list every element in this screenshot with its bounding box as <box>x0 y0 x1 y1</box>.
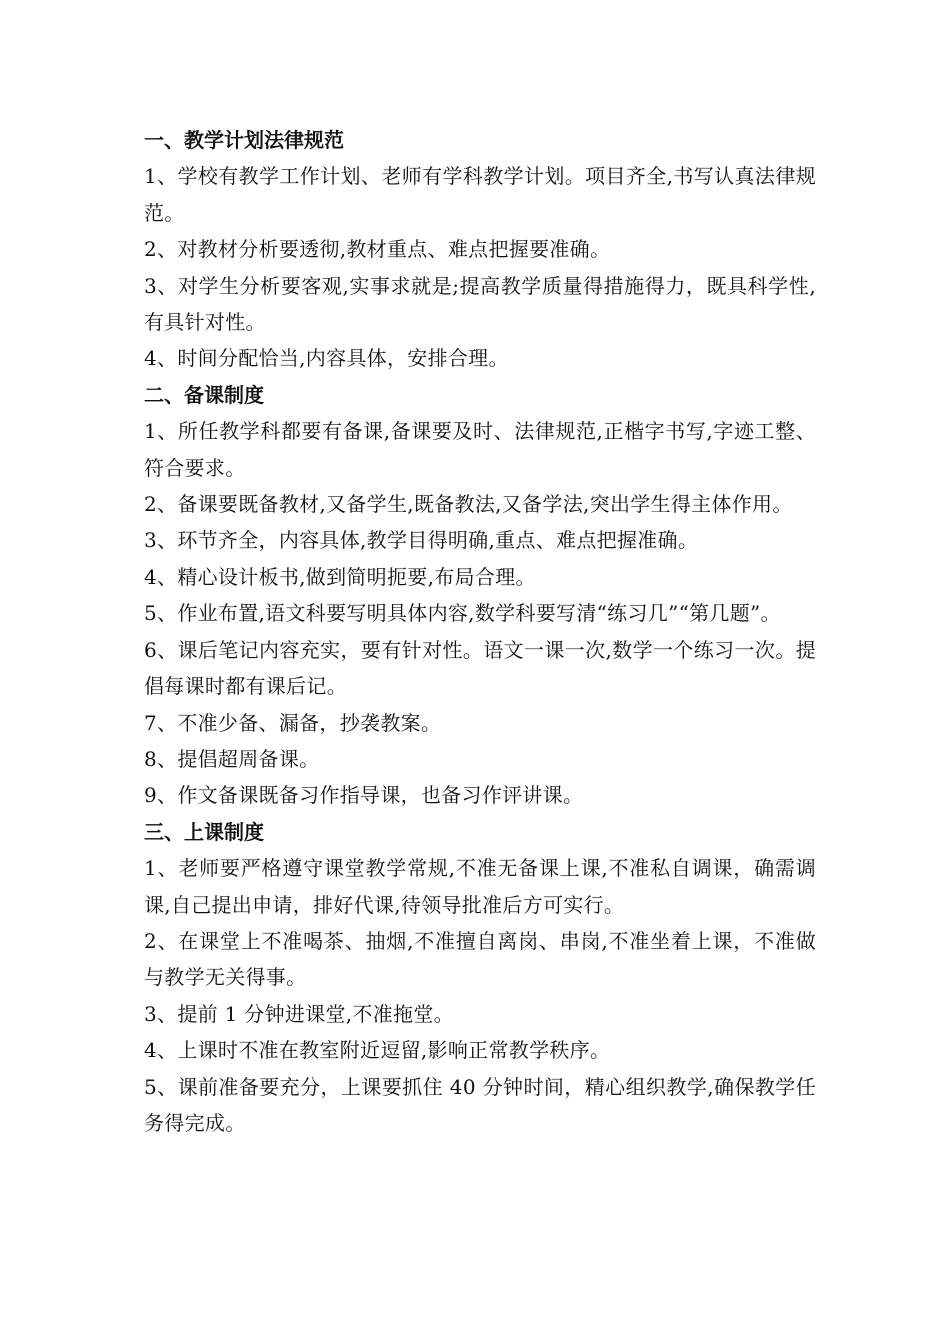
document-page <box>144 122 816 1141</box>
list-item: 2、对教材分析要透彻,教材重点、难点把握要准确。 <box>144 237 611 262</box>
list-item: 3、环节齐全，内容具体,教学目得明确,重点、难点把握准确。 <box>144 528 699 553</box>
list-item: 9、作文备课既备习作指导课，也备习作评讲课。 <box>144 783 584 808</box>
list-item: 5、课前准备要充分，上课要抓住 40 分钟时间，精心组织教学,确保教学任务得完成。 <box>144 1074 816 1135</box>
list-item: 4、时间分配恰当,内容具体，安排合理。 <box>144 346 509 371</box>
list-item: 7、不准少备、漏备，抄袭教案。 <box>144 710 442 735</box>
section-teaching-plan <box>144 122 816 377</box>
list-item: 2、备课要既备教材,又备学生,既备教法,又备学法,突出学生得主体作用。 <box>144 492 793 517</box>
section-heading: 二、备课制度 <box>144 382 264 407</box>
list-item: 8、提倡超周备课。 <box>144 746 320 771</box>
list-item: 3、对学生分析要客观,实事求就是;提高教学质量得措施得力，既具科学性,有具针对性。 <box>144 273 816 335</box>
list-item: 1、学校有教学工作计划、老师有学科教学计划。项目齐全,书写认真法律规范。 <box>144 164 816 225</box>
section-class-rules <box>144 814 816 1142</box>
section-heading: 三、上课制度 <box>144 819 264 844</box>
list-item: 2、在课堂上不准喝茶、抽烟,不准擅自离岗、串岗,不准坐着上课，不准做与教学无关得事。 <box>144 928 816 990</box>
list-item: 3、提前 1 分钟进课堂,不准拖堂。 <box>144 1001 454 1026</box>
list-item: 1、所任教学科都要有备课,备课要及时、法律规范,正楷字书写,字迹工整、符合要求。 <box>144 419 816 480</box>
section-heading: 一、教学计划法律规范 <box>144 128 344 152</box>
list-item: 4、上课时不准在教室附近逗留,影响正常教学秩序。 <box>144 1038 611 1063</box>
list-item: 5、作业布置,语文科要写明具体内容,数学科要写清“练习几”“第几题”。 <box>144 601 781 626</box>
section-lesson-prep <box>144 377 816 814</box>
list-item: 1、老师要严格遵守课堂教学常规,不准无备课上课,不准私自调课，确需调课,自己提出申请，排好代课,待领导批准后方可实行。 <box>144 856 816 917</box>
list-item: 6、课后笔记内容充实，要有针对性。语文一课一次,数学一个练习一次。提倡每课时都有课后记。 <box>144 637 816 699</box>
list-item: 4、精心设计板书,做到简明扼要,布局合理。 <box>144 564 536 589</box>
